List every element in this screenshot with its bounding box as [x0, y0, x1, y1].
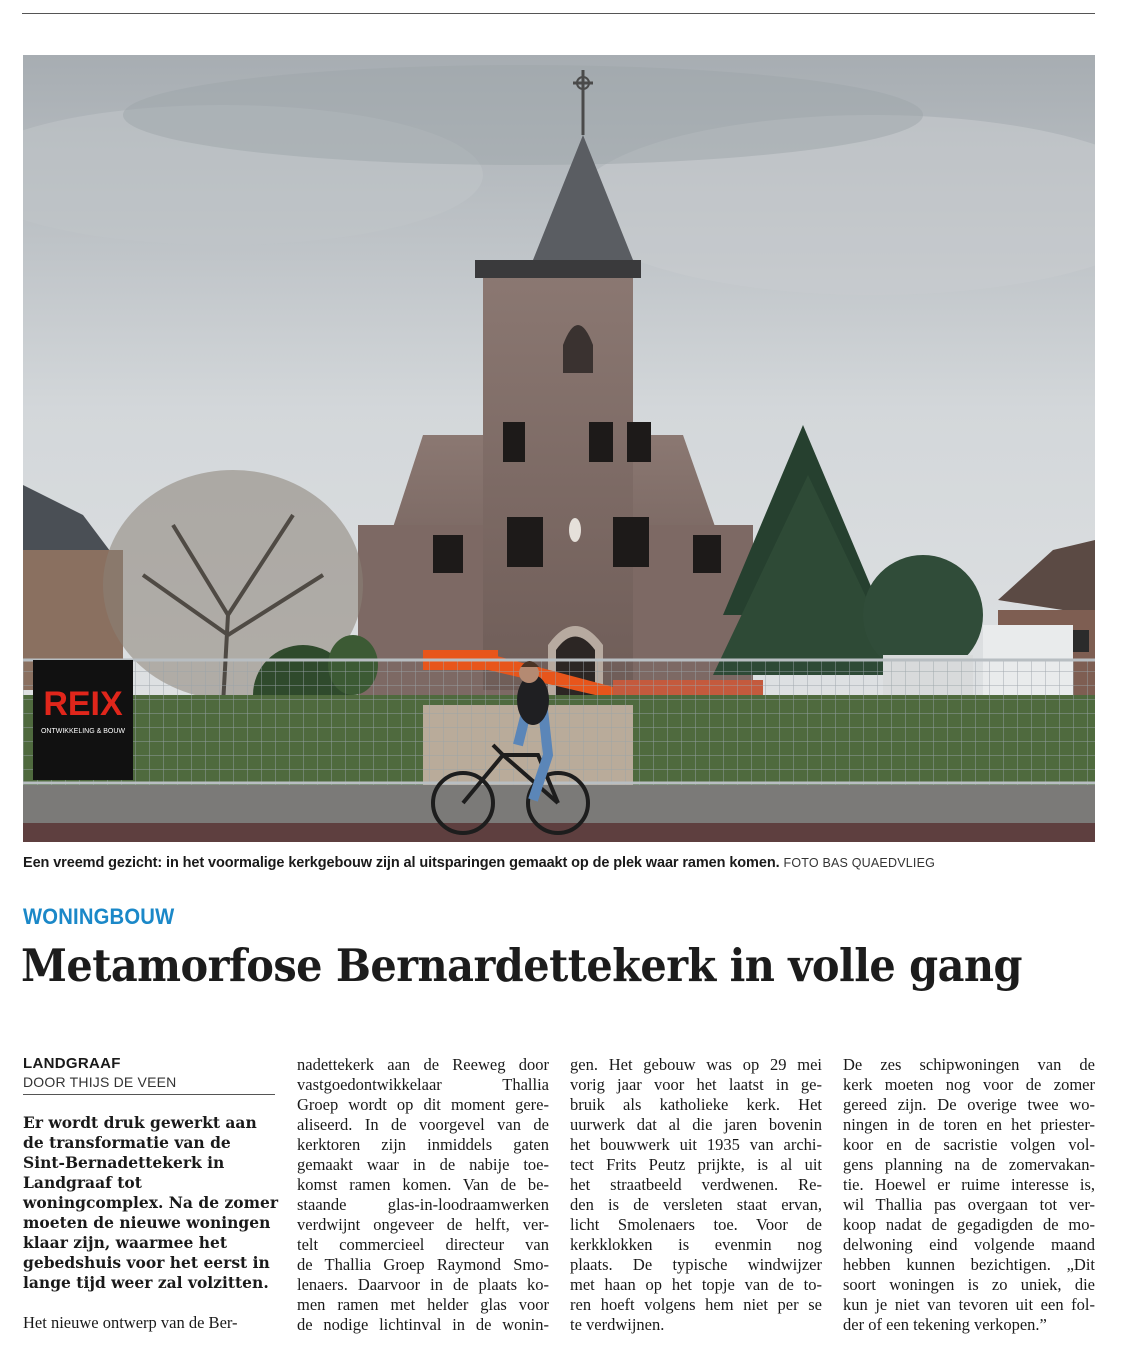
church-tower — [483, 270, 633, 690]
body-line: kerkklokken is evenmin nog — [570, 1235, 822, 1254]
body-line: nadettekerk aan de Reeweg door — [297, 1055, 549, 1074]
intro-line: moeten de nieuwe woningen — [23, 1213, 271, 1232]
body-line: te verdwijnen. — [570, 1315, 665, 1334]
sidewalk — [23, 785, 1095, 825]
headline: Metamorfose Bernardettekerk in volle gang — [21, 939, 1023, 992]
body-line: aliseerd. In de voorgevel van de — [297, 1115, 549, 1134]
body-paragraph — [570, 1055, 822, 1335]
body-line: delwoning eind volgende maand — [843, 1235, 1095, 1254]
body-line: De zes schipwoningen van de — [843, 1055, 1095, 1074]
article-photo — [23, 55, 1095, 842]
body-line: hebben kunnen bezichtigen. „Dit — [843, 1255, 1095, 1274]
dateline: LANDGRAAF — [23, 1055, 121, 1072]
body-line: men ramen met helder glas voor — [297, 1295, 549, 1314]
intro-line: woningcomplex. Na de zomer — [23, 1193, 279, 1212]
body-line: gemaakt waar in de nabije toe- — [297, 1155, 549, 1174]
body-line: koop nadat de gegadigden de mo- — [843, 1215, 1095, 1234]
top-rule — [22, 13, 1095, 14]
body-line: met haan op het topje van de to- — [570, 1275, 822, 1294]
body-line: vorig jaar voor het laatst in ge- — [570, 1075, 822, 1094]
construction-fence — [23, 660, 1095, 785]
article-column-1 — [23, 1055, 279, 1333]
body-line: telt commercieel directeur van — [297, 1235, 549, 1254]
article-intro — [23, 1113, 279, 1293]
body-line: verdwijnt ongeveer de helft, ver- — [297, 1215, 549, 1234]
body-paragraph — [843, 1055, 1095, 1335]
intro-line: Er wordt druk gewerkt aan — [23, 1113, 257, 1132]
body-line: kun je niet van tevoren uit een fol- — [843, 1295, 1095, 1314]
photo-credit: FOTO BAS QUAEDVLIEG — [783, 856, 936, 870]
body-paragraph — [23, 1313, 275, 1333]
body-line: ningen in de toren en het priester- — [843, 1115, 1095, 1134]
body-line: tect Frits Peutz prijkte, is al uit — [570, 1155, 822, 1174]
body-line: uurwerk dat al die jaren bovenin — [570, 1115, 822, 1134]
body-line: gen. Het gebouw was op 29 mei — [570, 1055, 822, 1074]
body-line: koor en de sacristie volgen vol- — [843, 1135, 1095, 1154]
intro-line: Landgraaf tot — [23, 1173, 142, 1192]
body-line: wil Thallia pas overgaan tot ver- — [843, 1195, 1095, 1214]
body-line: Het nieuwe ontwerp van de Ber- — [23, 1313, 238, 1332]
body-line: staande glas-in-loodraamwerken — [297, 1195, 549, 1214]
reix-sign-subtext: ONTWIKKELING & BOUW — [40, 728, 126, 735]
body-line: ren hoeft volgens hem niet per se — [570, 1295, 822, 1314]
body-line: der of een tekening verkopen.” — [843, 1315, 1047, 1334]
body-line: de Thallia Groep Raymond Smo- — [297, 1255, 549, 1274]
intro-line: lange tijd weer zal volzitten. — [23, 1273, 269, 1292]
body-line: soort woningen is zo uniek, die — [843, 1275, 1095, 1294]
body-line: gens planning na de zomervakan- — [843, 1155, 1095, 1174]
article-column-2 — [297, 1055, 549, 1335]
body-line: bruik als katholieke kerk. Het — [570, 1095, 822, 1114]
church-photo-illustration — [23, 55, 1095, 842]
body-line: gereed zijn. De overige twee wo- — [843, 1095, 1095, 1114]
body-line: kerktoren zijn inmiddels gaten — [297, 1135, 549, 1154]
photo-caption — [23, 855, 1095, 871]
intro-line: de transformatie van de — [23, 1133, 231, 1152]
body-line: vastgoedontwikkelaar Thallia — [297, 1075, 549, 1094]
article-column-3 — [570, 1055, 822, 1335]
body-line: het bouwwerk uit 1935 van archi- — [570, 1135, 822, 1154]
body-line: den is de versleten staat ervan, — [570, 1195, 822, 1214]
body-line: het straatbeeld verdwenen. Re- — [570, 1175, 822, 1194]
body-line: de nodige lichtinval in de wonin- — [297, 1315, 549, 1334]
body-line: lenaers. Daarvoor in de plaats ko- — [297, 1275, 549, 1294]
body-line: plaats. De typische windwijzer — [570, 1255, 822, 1274]
body-line: tie. Hoewel er ruime interesse is, — [843, 1175, 1095, 1194]
body-line: kerk moeten nog voor de zomer — [843, 1075, 1095, 1094]
intro-line: Sint-Bernadettekerk in — [23, 1153, 225, 1172]
article-column-4 — [843, 1055, 1095, 1335]
body-line: licht Smolenaers toe. Voor de — [570, 1215, 822, 1234]
body-line: Groep wordt op dit moment gere- — [297, 1095, 549, 1114]
intro-line: gebedshuis voor het eerst in — [23, 1253, 270, 1272]
section-kicker: WONINGBOUW — [23, 904, 175, 929]
caption-text: Een vreemd gezicht: in het voormalige kerkgebouw zijn al uitsparingen gemaakt op de plek waar ramen komen. — [23, 855, 780, 871]
reix-sign-text: REIX — [43, 685, 123, 723]
body-line: komst ramen komen. Van de be- — [297, 1175, 549, 1194]
body-paragraph — [297, 1055, 549, 1335]
byline: DOOR THIJS DE VEEN — [23, 1073, 275, 1095]
intro-line: klaar zijn, waarmee het — [23, 1233, 228, 1252]
